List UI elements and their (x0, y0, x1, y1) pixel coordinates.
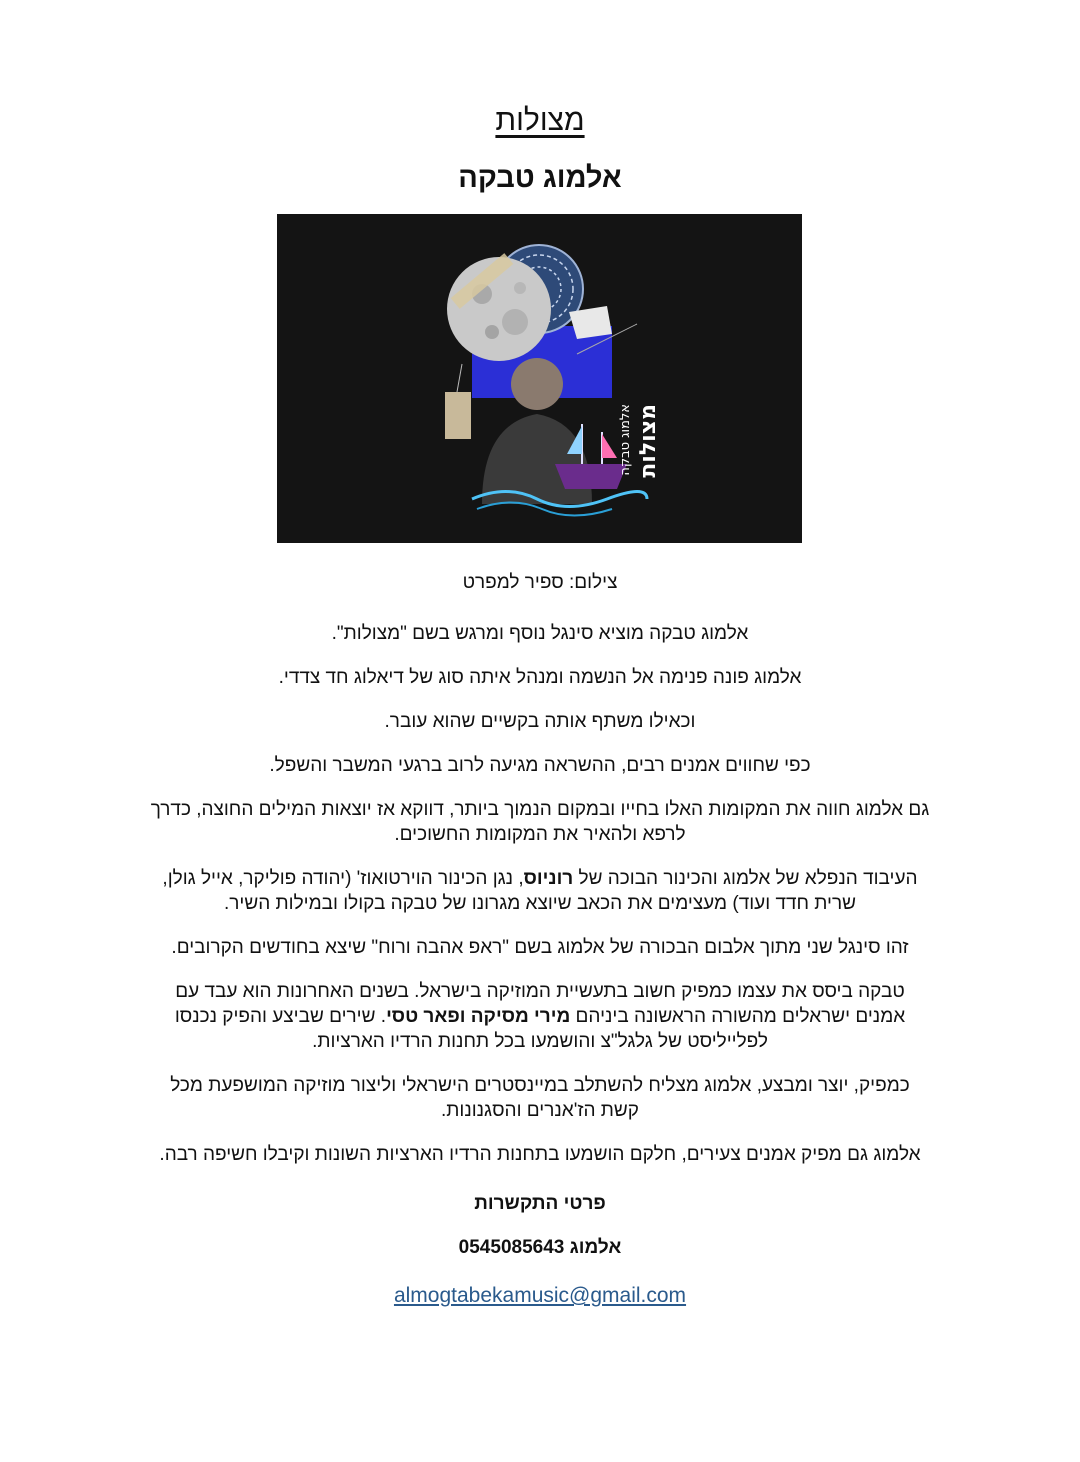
paragraph-2: אלמוג פונה פנימה אל הנשמה ומנהל איתה סוג של דיאלוג חד צדדי. (278, 667, 802, 688)
paragraph-6 (150, 866, 930, 916)
artist-name: אלמוג טבקה (458, 162, 622, 194)
paragraph-9: כמפיק, יוצר ומבצע, אלמוג מצליח להשתלב במיינסטרים הישראלי וליצור מוזיקה המושפעת מכל קשת הז'אנרים והסגנונות. (170, 1075, 910, 1121)
email-link[interactable]: almogtabekamusic@gmail.com (393, 1284, 687, 1307)
paragraph-5: גם אלמוג חווה את המקומות האלו בחייו ובמקום הנמוך ביותר, דווקא אז יוצאות המילים החוצה, כדרך לרפא ולהאיר את המקומות החשוכים. (150, 799, 930, 845)
paragraph-4: כפי שחווים אמנים רבים, ההשראה מגיעה לרוב ברגעי המשבר והשפל. (269, 755, 811, 776)
artist-photo (511, 358, 563, 410)
cover-title-text: מצולות (636, 404, 661, 478)
song-title: מצולות (495, 104, 585, 137)
paragraph-7: זהו סינגל שני מתוך אלבום הבכורה של אלמוג בשם "ראפ אהבה ורוח" שיצא בחודשים הקרובים. (171, 937, 909, 958)
paragraph-8-start: טבקה ביסס את עצמו כמפיק חשוב בתעשיית המוזיקה בישראל. בשנים האחרונות הוא עבד עם אמנים ישראלים מהשורה הראשונה ביניהם (175, 981, 906, 1027)
paragraph-6-end: , נגן הכינור הוירטואוז' (יהודה פוליקר, אייל גולן, שרית חדד ועוד) מעצימים את הכאב שיוצא מגרונו של טבקה בקולו ובמילות השיר. (162, 868, 857, 914)
album-cover-image (277, 214, 802, 543)
press-body (150, 621, 930, 1328)
paragraph-6-start: העיבוד הנפלא של אלמוג והכינור הבוכה של (573, 868, 918, 889)
paragraph-1: אלמוג טבקה מוציא סינגל נוסף ומרגש בשם "מצולות". (331, 623, 749, 644)
contact-heading: פרטי התקשרות (474, 1193, 606, 1214)
paragraph-8-end: . שירים שביצע והפיק נכנסו לפלייליסט של גלגל"צ והושמעו בכל תחנות הרדיו הארציות. (174, 1006, 768, 1052)
contact-phone: אלמוג 0545085643 (458, 1237, 622, 1258)
paragraph-3: וכאילו משתף אותה בקשיים שהוא עובר. (384, 711, 696, 732)
contact-email-row (150, 1279, 930, 1309)
paragraph-10: אלמוג גם מפיק אמנים צעירים, חלקם הושמעו בתחנות הרדיו הארציות השונות וקיבלו חשיפה רבה. (159, 1144, 921, 1165)
collaborators-names: מירי מסיקה ופאר טסי (386, 1006, 571, 1027)
photo-credit: צילום: ספיר למפרט (462, 572, 618, 593)
paragraph-8 (150, 979, 930, 1054)
cover-artist-text: אלמוג טבקה (618, 404, 633, 476)
violinist-name: רוניוס (523, 868, 574, 889)
